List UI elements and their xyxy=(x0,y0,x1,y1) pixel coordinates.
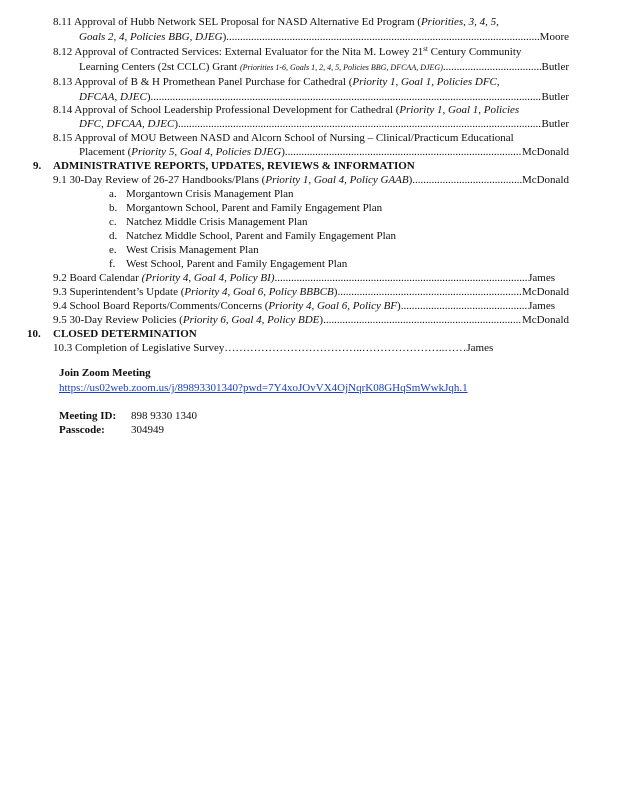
leader-dots xyxy=(274,271,528,285)
item-9-5-presenter: McDonald xyxy=(521,314,569,326)
sub-item-letter: b. xyxy=(109,202,118,214)
item-9-5 xyxy=(53,313,569,327)
item-8-12-policy: (Priorities 1-6, Goals 1, 2, 4, 5, Policies BBG, DFCAA, DJEG) xyxy=(240,63,443,72)
item-8-14-text: 8.14 Approval of School Leadership Professional Development for Cathedral ( xyxy=(53,104,400,116)
item-8-12-presenter: Butler xyxy=(541,61,569,73)
leader-dots xyxy=(151,90,542,104)
item-8-12-text-rest: Century Community xyxy=(427,46,522,58)
item-8-13-presenter: Butler xyxy=(541,91,569,103)
item-8-14-policy-cont: DFC, DFCAA, DJEC xyxy=(79,118,175,130)
item-8-15-line-2 xyxy=(79,145,569,159)
item-9-4-presenter: James xyxy=(528,300,555,312)
item-8-12-superscript: st xyxy=(423,45,428,53)
item-8-15-suffix: ) xyxy=(281,146,285,158)
item-8-14-presenter: Butler xyxy=(541,118,569,130)
item-8-11-suffix: ) xyxy=(222,31,227,43)
item-8-15-text: 8.15 Approval of MOU Between NASD and Alcorn School of Nursing – Clinical/Practicum Educational xyxy=(53,132,514,144)
item-9-3-presenter: McDonald xyxy=(521,286,569,298)
sub-item-label: Natchez Middle School, Parent and Family Engagement Plan xyxy=(126,230,397,242)
item-9-5-policy: Priority 6, Goal 4, Policy BDE xyxy=(182,314,320,326)
leader-dots xyxy=(337,285,522,299)
item-8-14-suffix: ) xyxy=(174,118,178,130)
item-8-15-line-1 xyxy=(53,131,573,145)
item-9-3-policy: Priority 4, Goal 6, Policy BBBCB xyxy=(184,286,334,298)
item-9-1 xyxy=(53,173,569,187)
item-8-13-line-1 xyxy=(53,75,568,89)
leader-dots xyxy=(323,313,522,327)
sub-item-label: West Crisis Management Plan xyxy=(126,244,259,256)
sub-item-letter: a. xyxy=(109,188,117,200)
item-9-3-text: 9.3 Superintendent’s Update ( xyxy=(53,286,185,298)
section-9-title: ADMINISTRATIVE REPORTS, UPDATES, REVIEWS & INFORMATION xyxy=(53,160,415,172)
item-8-11-line-2 xyxy=(79,30,569,44)
section-9-number: 9. xyxy=(33,160,42,172)
item-9-1-presenter: McDonald xyxy=(521,174,569,186)
item-9-2-policy: (Priority 4, Goal 4, Policy BI) xyxy=(141,272,275,284)
item-9-2 xyxy=(53,271,555,285)
sub-item-letter: c. xyxy=(109,216,117,228)
leader-dots xyxy=(285,145,522,159)
item-9-2-text: 9.2 Board Calendar xyxy=(53,272,142,284)
item-8-11-line-1 xyxy=(53,15,568,29)
item-8-11-presenter: Moore xyxy=(539,31,569,43)
leader-dots xyxy=(401,299,528,313)
sub-item-label: West School, Parent and Family Engagement Plan xyxy=(126,258,348,270)
sub-item-letter: e. xyxy=(109,244,117,256)
passcode-value: 304949 xyxy=(131,424,164,436)
item-9-4-suffix: ) xyxy=(397,300,401,312)
item-9-4 xyxy=(53,299,555,313)
item-8-15-policy: Priority 5, Goal 4, Policies DJEG xyxy=(131,146,282,158)
item-8-11-policy-cont: Goals 2, 4, Policies BBG, DJEG xyxy=(79,31,223,43)
item-9-1-text: 9.1 30-Day Review of 26-27 Handbooks/Plans ( xyxy=(53,174,266,186)
meeting-id-value: 898 9330 1340 xyxy=(131,410,197,422)
zoom-link[interactable]: https://us02web.zoom.us/j/89893301340?pwd=7Y4xoJOvVX4OjNqrK08GHqSmWwkJqh.1 xyxy=(59,382,468,394)
leader-dots xyxy=(226,30,539,44)
sub-item-label: Morgantown Crisis Management Plan xyxy=(126,188,294,200)
item-9-5-text: 9.5 30-Day Review Policies ( xyxy=(53,314,183,326)
item-9-3-suffix: ) xyxy=(333,286,338,298)
item-8-11-text: 8.11 Approval of Hubb Network SEL Proposal for NASD Alternative Ed Program ( xyxy=(53,16,421,28)
item-8-13-policy: Priority 1, Goal 1, Policies DFC, xyxy=(352,76,500,88)
item-8-13-text: 8.13 Approval of B & H Promethean Panel Purchase for Cathedral ( xyxy=(53,76,353,88)
item-8-15-presenter: McDonald xyxy=(521,146,569,158)
section-10-number: 10. xyxy=(27,328,41,340)
item-8-12-text-cont: Learning Centers (2st CCLC) Grant xyxy=(79,61,240,73)
item-8-11-policy: Priorities, 3, 4, 5, xyxy=(420,16,499,28)
item-8-12-text: 8.12 Approval of Contracted Services: External Evaluator for the Nita M. Lowey 21 xyxy=(53,46,424,58)
item-9-2-presenter: James xyxy=(528,272,555,284)
item-8-12-line-1 xyxy=(53,45,573,59)
leader-dots xyxy=(412,173,522,187)
item-8-14-policy: Priority 1, Goal 1, Policies xyxy=(399,104,520,116)
item-10-3: 10.3 Completion of Legislative Survey………………………………..…………………..……James xyxy=(53,342,494,354)
item-8-14-line-1 xyxy=(53,103,573,117)
item-9-1-suffix: ) xyxy=(408,174,413,186)
item-8-13-policy-cont: DFCAA, DJEC xyxy=(79,91,147,103)
zoom-title: Join Zoom Meeting xyxy=(59,367,151,379)
item-8-13-suffix: ) xyxy=(146,91,151,103)
section-10-title: CLOSED DETERMINATION xyxy=(53,328,197,340)
item-8-12-line-2 xyxy=(79,60,569,75)
leader-dots xyxy=(443,60,542,75)
sub-item-letter: f. xyxy=(109,258,116,270)
passcode-label: Passcode: xyxy=(59,424,105,436)
item-8-14-line-2 xyxy=(79,117,569,131)
item-9-5-suffix: ) xyxy=(319,314,324,326)
item-8-15-text-cont: Placement ( xyxy=(79,146,132,158)
sub-item-label: Natchez Middle Crisis Management Plan xyxy=(126,216,308,228)
meeting-id-label: Meeting ID: xyxy=(59,410,117,422)
item-8-13-line-2 xyxy=(79,90,569,104)
sub-item-letter: d. xyxy=(109,230,118,242)
item-9-4-text: 9.4 School Board Reports/Comments/Concerns ( xyxy=(53,300,269,312)
leader-dots xyxy=(178,117,542,131)
item-9-3 xyxy=(53,285,569,299)
item-9-4-policy: Priority 4, Goal 6, Policy BF xyxy=(268,300,398,312)
item-9-1-policy: Priority 1, Goal 4, Policy GAAB xyxy=(265,174,409,186)
sub-item-label: Morgantown School, Parent and Family Engagement Plan xyxy=(126,202,383,214)
